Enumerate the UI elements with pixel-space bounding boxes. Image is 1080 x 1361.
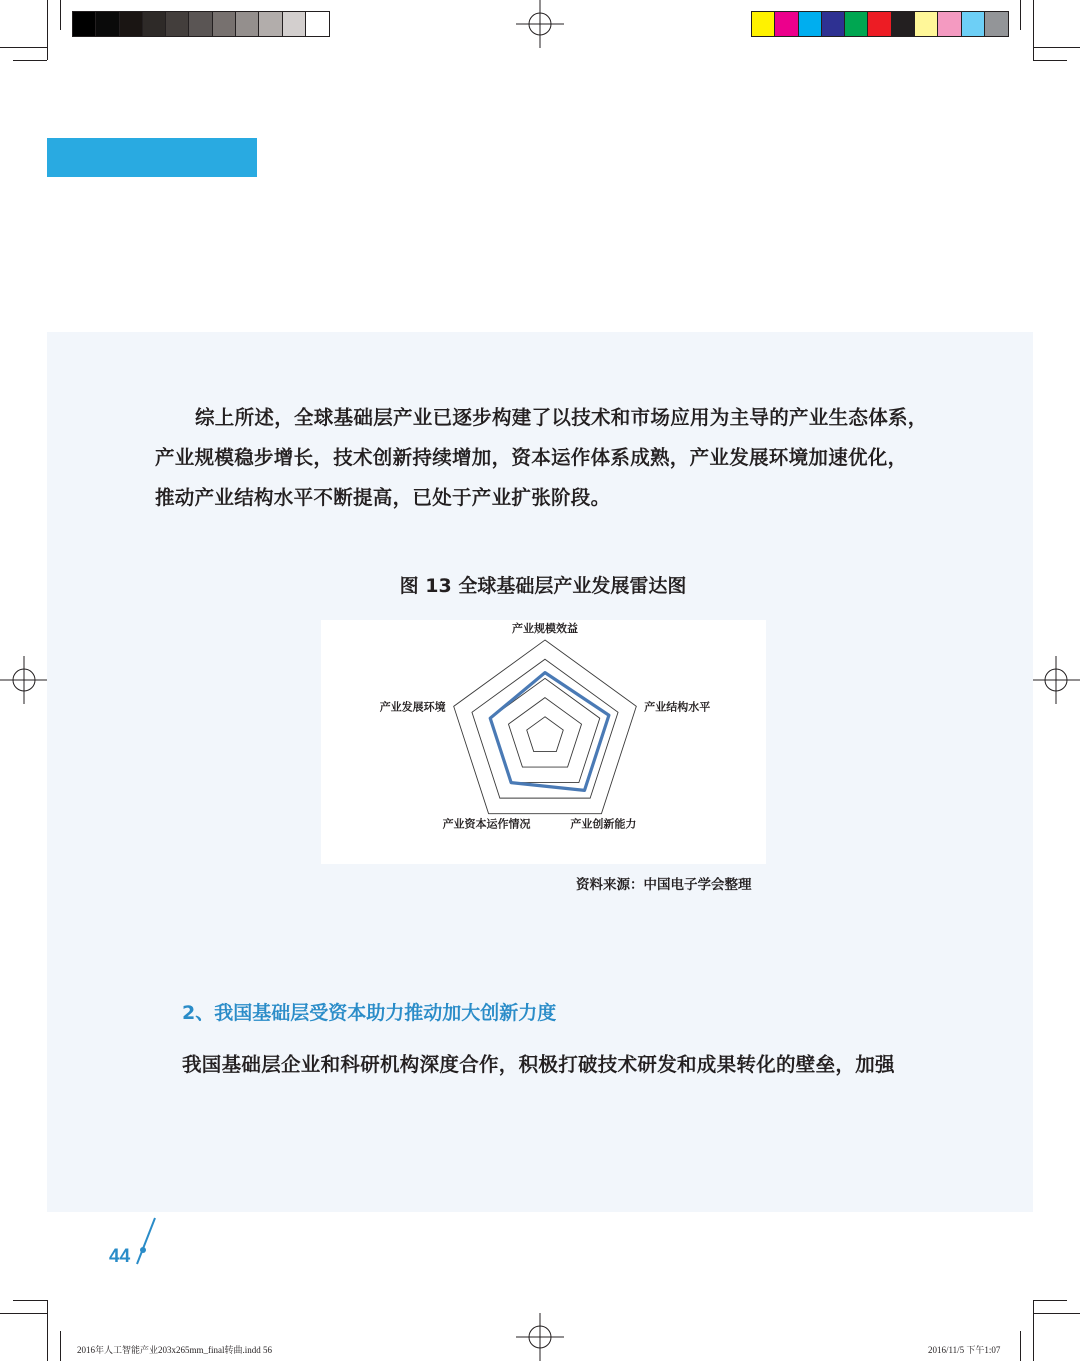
color-swatch [822, 12, 845, 36]
color-swatch [166, 12, 189, 36]
radar-axis-label: 产业资本运作情况 [442, 817, 531, 831]
color-swatch [143, 12, 166, 36]
color-swatch [283, 12, 306, 36]
body-paragraph: 我国基础层企业和科研机构深度合作，积极打破技术研发和成果转化的壁垒，加强 [182, 1053, 895, 1076]
registration-mark-bottom [516, 1313, 564, 1361]
radar-axis-label: 产业结构水平 [644, 700, 711, 714]
radar-axis-label: 产业规模效益 [512, 622, 578, 635]
figure-title: 图 13 全球基础层产业发展雷达图 [399, 575, 687, 597]
color-swatch [73, 12, 96, 36]
radar-chart-box [321, 620, 766, 864]
radar-chart [321, 620, 766, 864]
registration-mark-right [1032, 656, 1080, 704]
registration-mark-left [0, 656, 48, 704]
gray-color-bar [72, 11, 330, 37]
radar-axis-label: 产业创新能力 [570, 817, 637, 831]
slug-timestamp: 2016/11/5 下午1:07 [928, 1345, 1001, 1355]
color-swatch [259, 12, 282, 36]
section-heading: 2、我国基础层受资本助力推动加大创新力度 [182, 1002, 557, 1024]
color-swatch [775, 12, 798, 36]
process-color-bar [751, 11, 1009, 37]
color-swatch [962, 12, 985, 36]
color-swatch [985, 12, 1008, 36]
color-swatch [120, 12, 143, 36]
color-swatch [752, 12, 775, 36]
page-number-slash-icon [133, 1216, 159, 1268]
color-swatch [845, 12, 868, 36]
color-swatch [236, 12, 259, 36]
summary-paragraph [155, 398, 955, 518]
radar-axis-label: 产业发展环境 [379, 700, 446, 714]
color-swatch [938, 12, 961, 36]
page-number: 44 [109, 1246, 131, 1267]
radar-series-line [490, 673, 609, 791]
registration-mark-top [516, 0, 564, 48]
radar-grid-ring [527, 717, 564, 752]
color-swatch [213, 12, 236, 36]
paragraph-line: 综上所述，全球基础层产业已逐步构建了以技术和市场应用为主导的产业生态体系， [195, 406, 928, 429]
paragraph-line: 产业规模稳步增长，技术创新持续增加，资本运作体系成熟，产业发展环境加速优化， [155, 446, 908, 469]
color-swatch [96, 12, 119, 36]
color-swatch [915, 12, 938, 36]
color-swatch [189, 12, 212, 36]
color-swatch [868, 12, 891, 36]
paragraph-line: 推动产业结构水平不断提高，已处于产业扩张阶段。 [155, 486, 611, 509]
section-tab-bar [47, 138, 257, 177]
radar-grid-ring [508, 698, 581, 767]
figure-source: 资料来源：中国电子学会整理 [576, 877, 752, 893]
color-swatch [892, 12, 915, 36]
color-swatch [306, 12, 329, 36]
color-swatch [799, 12, 822, 36]
slug-file-info: 2016年人工智能产业203x265mm_final转曲.indd 56 [77, 1345, 272, 1355]
